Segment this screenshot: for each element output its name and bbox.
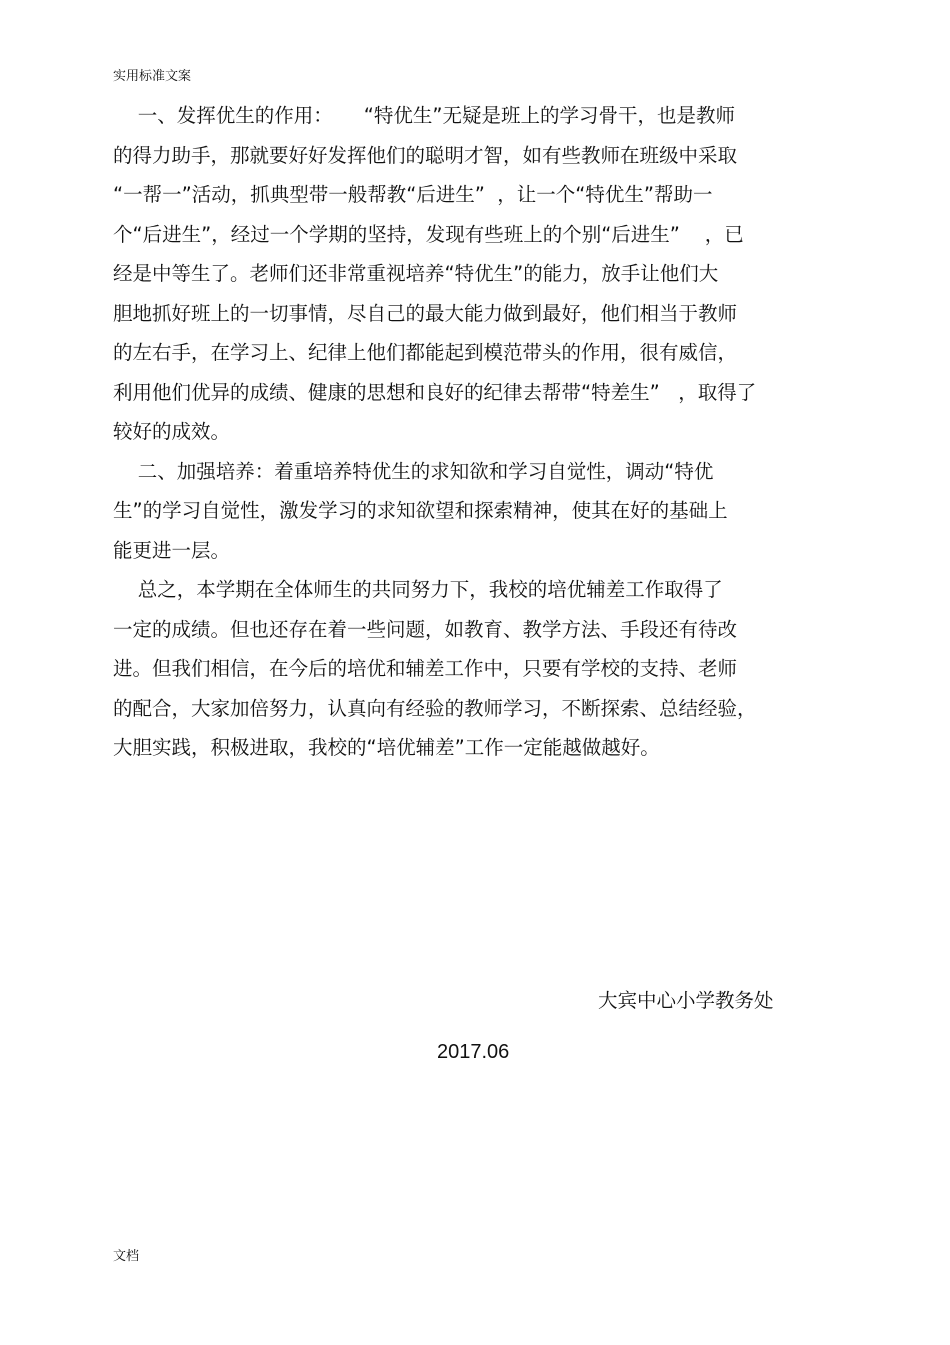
- signature: 大宾中心小学教务处: [598, 989, 774, 1012]
- body-text: [113, 96, 853, 768]
- page-header: 实用标准文案: [113, 69, 192, 84]
- paragraph-line: 利用他们优异的成绩、健康的思想和良好的纪律去帮带“特差生” ，取得了: [113, 380, 757, 404]
- paragraph-line: 能更进一层。: [113, 538, 231, 562]
- paragraph-line: 的左右手，在学习上、纪律上他们都能起到模范带头的作用，很有威信，: [113, 341, 738, 364]
- paragraph-line: 一、发挥优生的作用： “特优生”无疑是班上的学习骨干，也是教师: [113, 104, 735, 127]
- paragraph-line: 胆地抓好班上的一切事情，尽自己的最大能力做到最好，他们相当于教师: [113, 301, 738, 325]
- paragraph-line: 生”的学习自觉性，激发学习的求知欲望和探索精神，使其在好的基础上: [113, 499, 728, 522]
- page-footer: 文档: [113, 1249, 140, 1264]
- date: 2017.06: [437, 1041, 510, 1063]
- paragraph-line: 总之，本学期在全体师生的共同努力下，我校的培优辅差工作取得了: [113, 578, 723, 601]
- paragraph-line: 个“后进生”，经过一个学期的坚持，发现有些班上的个别“后进生” ，已: [113, 222, 744, 246]
- paragraph-line: 的配合，大家加倍努力，认真向有经验的教师学习，不断探索、总结经验，: [113, 696, 757, 720]
- paragraph-line: 二、加强培养：着重培养特优生的求知欲和学习自觉性，调动“特优: [113, 459, 714, 483]
- paragraph-line: 进。但我们相信，在今后的培优和辅差工作中，只要有学校的支持、老师: [113, 657, 738, 680]
- paragraph-line: 一定的成绩。但也还存在着一些问题，如教育、教学方法、手段还有待改: [113, 617, 738, 641]
- paragraph-line: 大胆实践，积极进取，我校的“培优辅差”工作一定能越做越好。: [113, 736, 660, 759]
- paragraph-line: 较好的成效。: [113, 420, 231, 443]
- paragraph-line: “一帮一”活动，抓典型带一般帮教“后进生” ，让一个“特优生”帮助一: [113, 183, 713, 206]
- paragraph-line: 经是中等生了。老师们还非常重视培养“特优生”的能力，放手让他们大: [113, 262, 719, 285]
- paragraph-line: 的得力助手，那就要好好发挥他们的聪明才智，如有些教师在班级中采取: [113, 143, 738, 167]
